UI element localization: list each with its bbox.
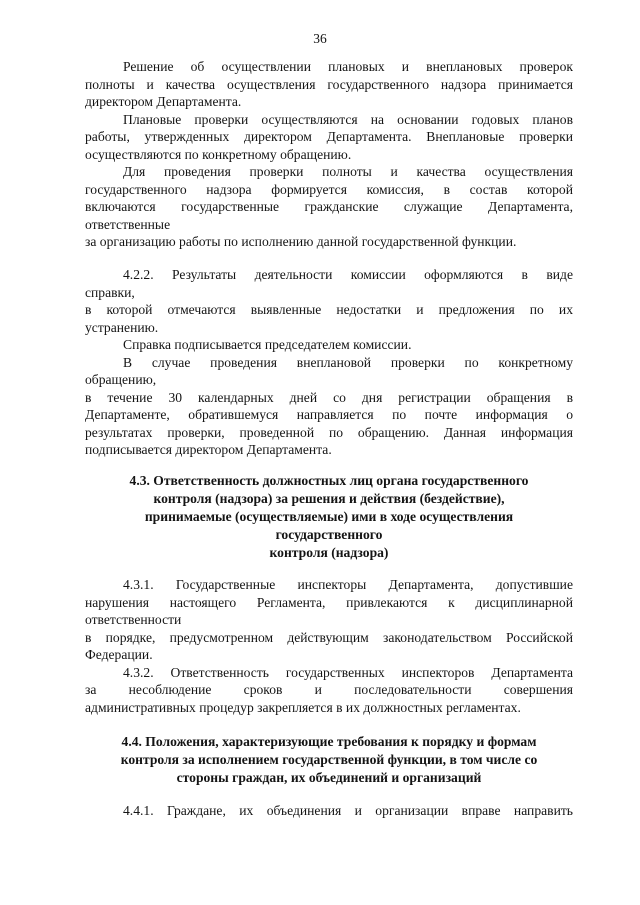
section-heading-4-3 [85, 472, 573, 562]
paragraph-group-inspections [85, 58, 573, 251]
text-line: административных процедур закрепляется в их должностных регламентах. [85, 699, 521, 715]
text-line: государственного надзора формируется комиссия, в состав которой [85, 181, 573, 197]
heading-line: контроля за исполнением государственной функции, в том числе со [120, 752, 538, 767]
section-heading-4-4 [85, 733, 573, 787]
paragraph-group-4-2-2 [85, 266, 573, 459]
text-line: 4.3.2. Ответственность государственных инспекторов Департамента [123, 664, 573, 680]
heading-line: контроля (надзора) [269, 545, 389, 560]
text-line: Для проведения проверки полноты и качества осуществления [123, 164, 573, 179]
text-line: ответственности [85, 612, 182, 627]
text-line: устранению. [85, 319, 159, 335]
text-line: в порядке, предусмотренном действующим законодательством Российской [85, 629, 573, 645]
text-line: директором Департамента. [85, 94, 242, 109]
text-line: результатах проверки, проведенной по обращению. Данная информация [85, 424, 573, 440]
text-line: Решение об осуществлении плановых и внеплановых проверок [123, 59, 573, 74]
text-line: Справка подписывается председателем комиссии. [123, 337, 412, 352]
text-line: В случае проведения внеплановой проверки по конкретному [123, 354, 573, 370]
text-line: осуществляются по конкретному обращению. [85, 146, 352, 162]
text-line: справки, [85, 284, 135, 300]
page-number: 36 [313, 31, 327, 46]
text-line: ответственные [85, 216, 171, 232]
text-line: полноты и качества осуществления государственного надзора принимается [85, 76, 573, 92]
text-line: включаются государственные гражданские служащие Департамента, [85, 199, 573, 214]
text-line: работы, утвержденных директором Департамента. Внеплановые проверки [85, 129, 573, 144]
text-line: 4.3.1. Государственные инспекторы Департамента, допустившие [123, 577, 573, 592]
text-line: обращению, [85, 372, 157, 387]
paragraph-group-4-3 [85, 576, 573, 716]
text-line: за несоблюдение сроков и последовательности совершения [85, 682, 573, 697]
text-line: подписывается директором Департамента. [85, 442, 332, 457]
heading-line: контроля (надзора) за решения и действия (бездействие), [153, 491, 505, 506]
heading-line: принимаемые (осуществляемые) ими в ходе осуществления [144, 509, 514, 524]
text-line: Федерации. [85, 647, 153, 662]
text-line: в которой отмечаются выявленные недостатки и предложения по их [85, 302, 573, 317]
text-line: нарушения настоящего Регламента, привлекаются к дисциплинарной [85, 594, 573, 610]
text-line: Плановые проверки осуществляются на основании годовых планов [123, 111, 573, 127]
text-line: 4.2.2. Результаты деятельности комиссии оформляются в виде [123, 267, 573, 282]
text-line: 4.4.1. Граждане, их объединения и организации вправе направить [123, 803, 573, 818]
heading-line: стороны граждан, их объединений и организаций [176, 770, 482, 785]
heading-line: 4.3. Ответственность должностных лиц органа государственного [129, 473, 529, 488]
paragraph-group-4-4-1 [85, 802, 573, 820]
heading-line: государственного [275, 527, 383, 542]
text-line: в течение 30 календарных дней со дня регистрации обращения в [85, 389, 573, 405]
heading-line: 4.4. Положения, характеризующие требования к порядку и формам [121, 734, 537, 749]
text-line: Департаменте, обратившемуся направляется по почте информация о [85, 407, 573, 422]
text-line: за организацию работы по исполнению данной государственной функции. [85, 234, 517, 249]
